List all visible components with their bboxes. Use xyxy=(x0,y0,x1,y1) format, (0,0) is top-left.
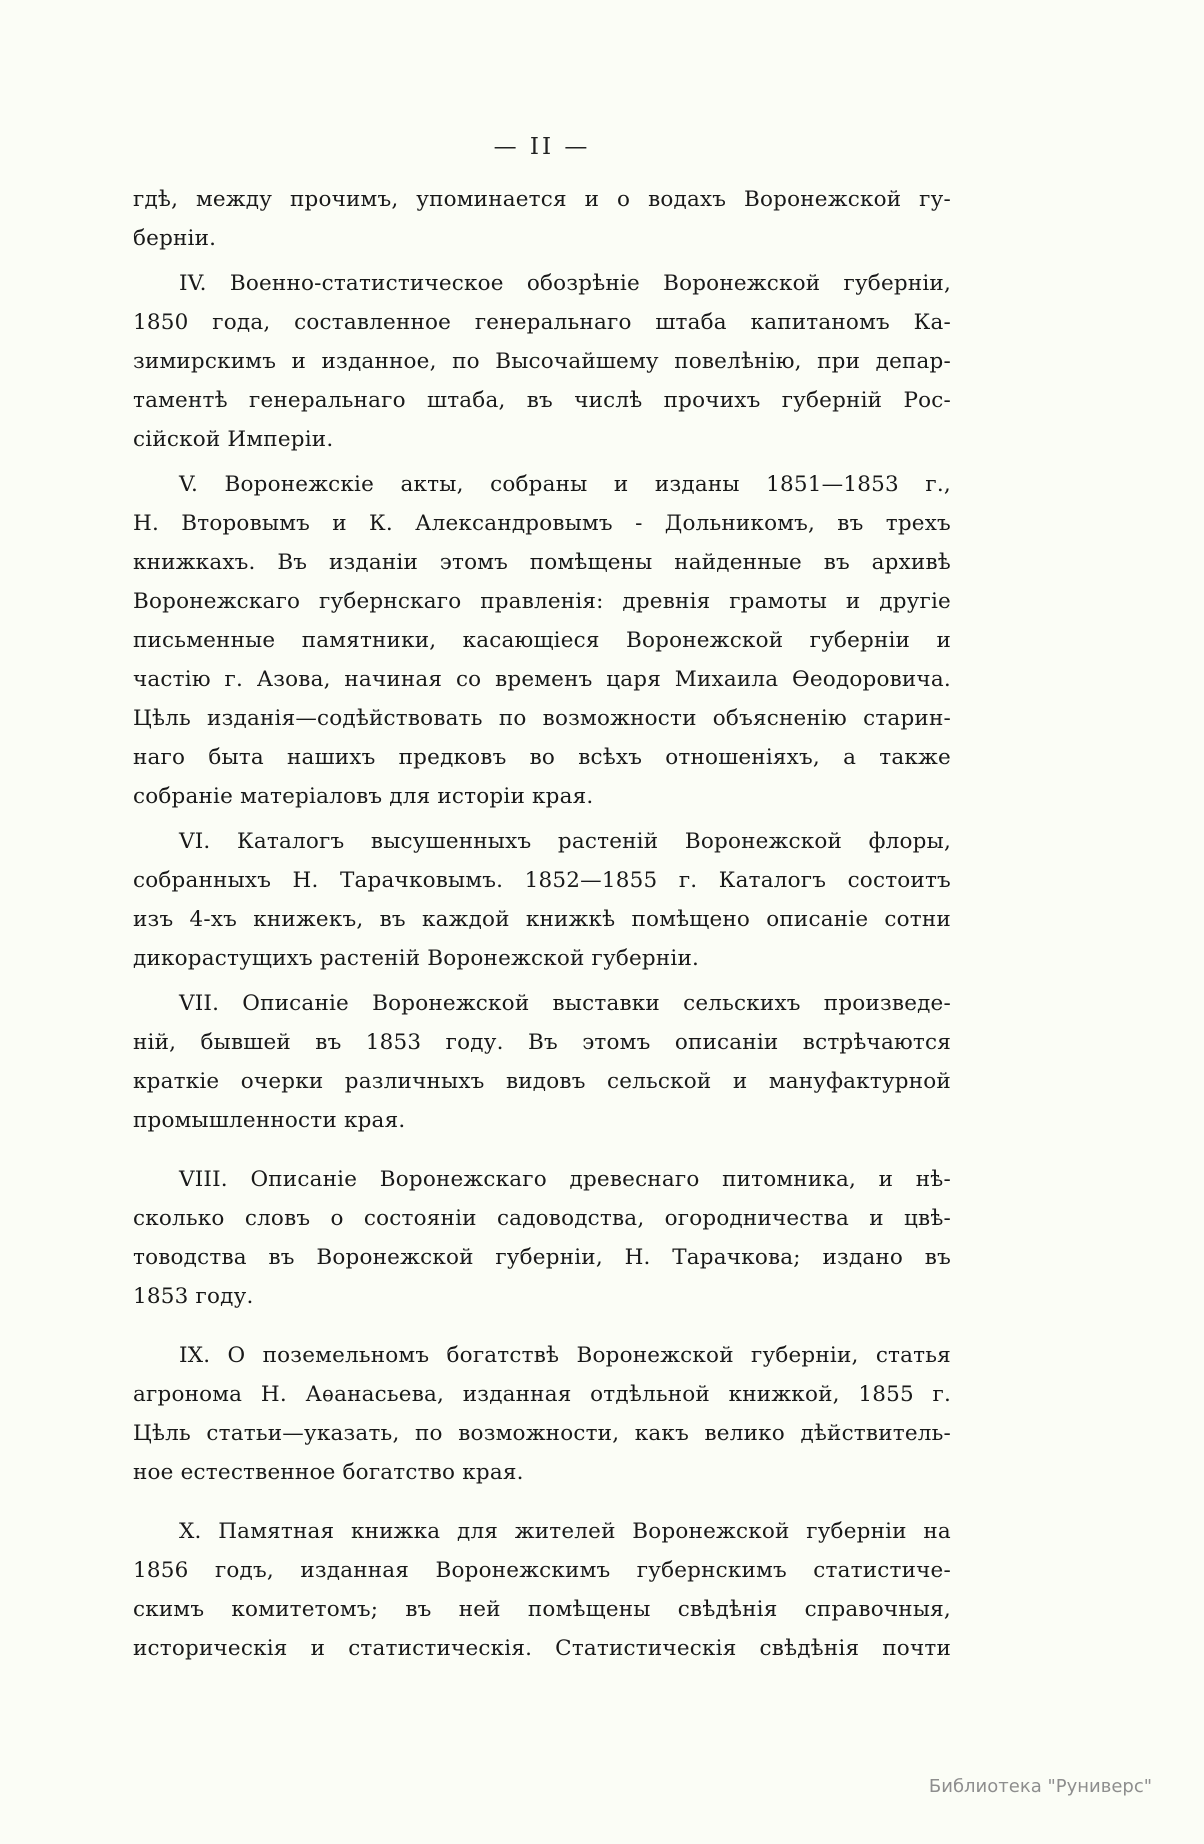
text-line: собранныхъ Н. Тарачковымъ. 1852—1855 г. Каталогъ состоитъ xyxy=(133,868,951,893)
text-line: агронома Н. Аѳанасьева, изданная отдѣльной книжкой, 1855 г. xyxy=(133,1382,951,1407)
paragraph xyxy=(133,465,951,816)
text-line: IX. О поземельномъ богатствѣ Воронежской губерніи, статья xyxy=(179,1343,951,1368)
text-line: товодства въ Воронежской губерніи, Н. Тарачкова; издано въ xyxy=(133,1245,951,1270)
text-line: Н. Второвымъ и К. Александровымъ - Дольникомъ, въ трехъ xyxy=(133,511,951,536)
text-line: Воронежскаго губернскаго правленія: древнія грамоты и другіе xyxy=(133,589,951,614)
text-line: V. Воронежскіе акты, собраны и изданы 1851—1853 г., xyxy=(179,472,951,497)
text-line: Цѣль статьи—указать, по возможности, какъ велико дѣйствитель- xyxy=(133,1421,951,1446)
text-line: зимирскимъ и изданное, по Высочайшему повелѣнію, при депар- xyxy=(133,349,951,374)
text-line: частію г. Азова, начиная со временъ царя Михаила Ѳеодоровича. xyxy=(133,667,951,692)
text-line: 1853 году. xyxy=(133,1284,254,1309)
text-line: сколько словъ о состояніи садоводства, огородничества и цвѣ- xyxy=(133,1206,951,1231)
text-line: берніи. xyxy=(133,226,217,251)
page-number: — II — xyxy=(493,134,591,160)
text-line: гдѣ, между прочимъ, упоминается и о водахъ Воронежской гу- xyxy=(133,187,951,212)
text-line: Цѣль изданія—содѣйствовать по возможности объясненію старин- xyxy=(133,706,951,731)
text-line: изъ 4-хъ книжекъ, въ каждой книжкѣ помѣщено описаніе сотни xyxy=(133,907,951,932)
paragraph xyxy=(133,264,951,459)
paragraph xyxy=(133,984,951,1140)
text-line: историческія и статистическія. Статистическія свѣдѣнія почти xyxy=(133,1636,951,1661)
text-line: 1850 года, составленное генеральнаго штаба капитаномъ Ка- xyxy=(133,310,951,335)
text-line: X. Памятная книжка для жителей Воронежской губерніи на xyxy=(179,1519,951,1544)
text-line: ное естественное богатство края. xyxy=(133,1460,524,1485)
text-line: ній, бывшей въ 1853 году. Въ этомъ описаніи встрѣчаются xyxy=(133,1030,951,1055)
text-line: дикорастущихъ растеній Воронежской губерніи. xyxy=(133,946,700,971)
watermark: Библиотека "Руниверс" xyxy=(928,1776,1152,1797)
text-line: IV. Военно-статистическое обозрѣніе Воронежской губерніи, xyxy=(179,271,951,296)
text-line: книжкахъ. Въ изданіи этомъ помѣщены найденные въ архивѣ xyxy=(133,550,951,575)
paragraph xyxy=(133,822,951,978)
text-line: собраніе матеріаловъ для исторіи края. xyxy=(133,784,594,809)
text-line: промышленности края. xyxy=(133,1108,406,1133)
paragraph xyxy=(133,1160,951,1316)
text-line: скимъ комитетомъ; въ ней помѣщены свѣдѣнія справочныя, xyxy=(133,1597,951,1622)
text-line: таментѣ генеральнаго штаба, въ числѣ прочихъ губерній Рос- xyxy=(133,388,951,413)
paragraph xyxy=(133,180,951,258)
text-line: наго быта нашихъ предковъ во всѣхъ отношеніяхъ, а также xyxy=(133,745,951,770)
text-line: 1856 годъ, изданная Воронежскимъ губернскимъ статистиче- xyxy=(133,1558,951,1583)
body-text xyxy=(133,180,951,1668)
text-line: VIII. Описаніе Воронежскаго древеснаго питомника, и нѣ- xyxy=(179,1167,951,1192)
text-line: письменные памятники, касающіеся Воронежской губерніи и xyxy=(133,628,951,653)
text-line: VII. Описаніе Воронежской выставки сельскихъ произведе- xyxy=(179,991,951,1016)
text-line: VI. Каталогъ высушенныхъ растеній Воронежской флоры, xyxy=(179,829,951,854)
text-line: краткіе очерки различныхъ видовъ сельской и мануфактурной xyxy=(133,1069,951,1094)
text-line: сійской Имперіи. xyxy=(133,427,334,452)
paragraph xyxy=(133,1512,951,1668)
paragraph xyxy=(133,1336,951,1492)
